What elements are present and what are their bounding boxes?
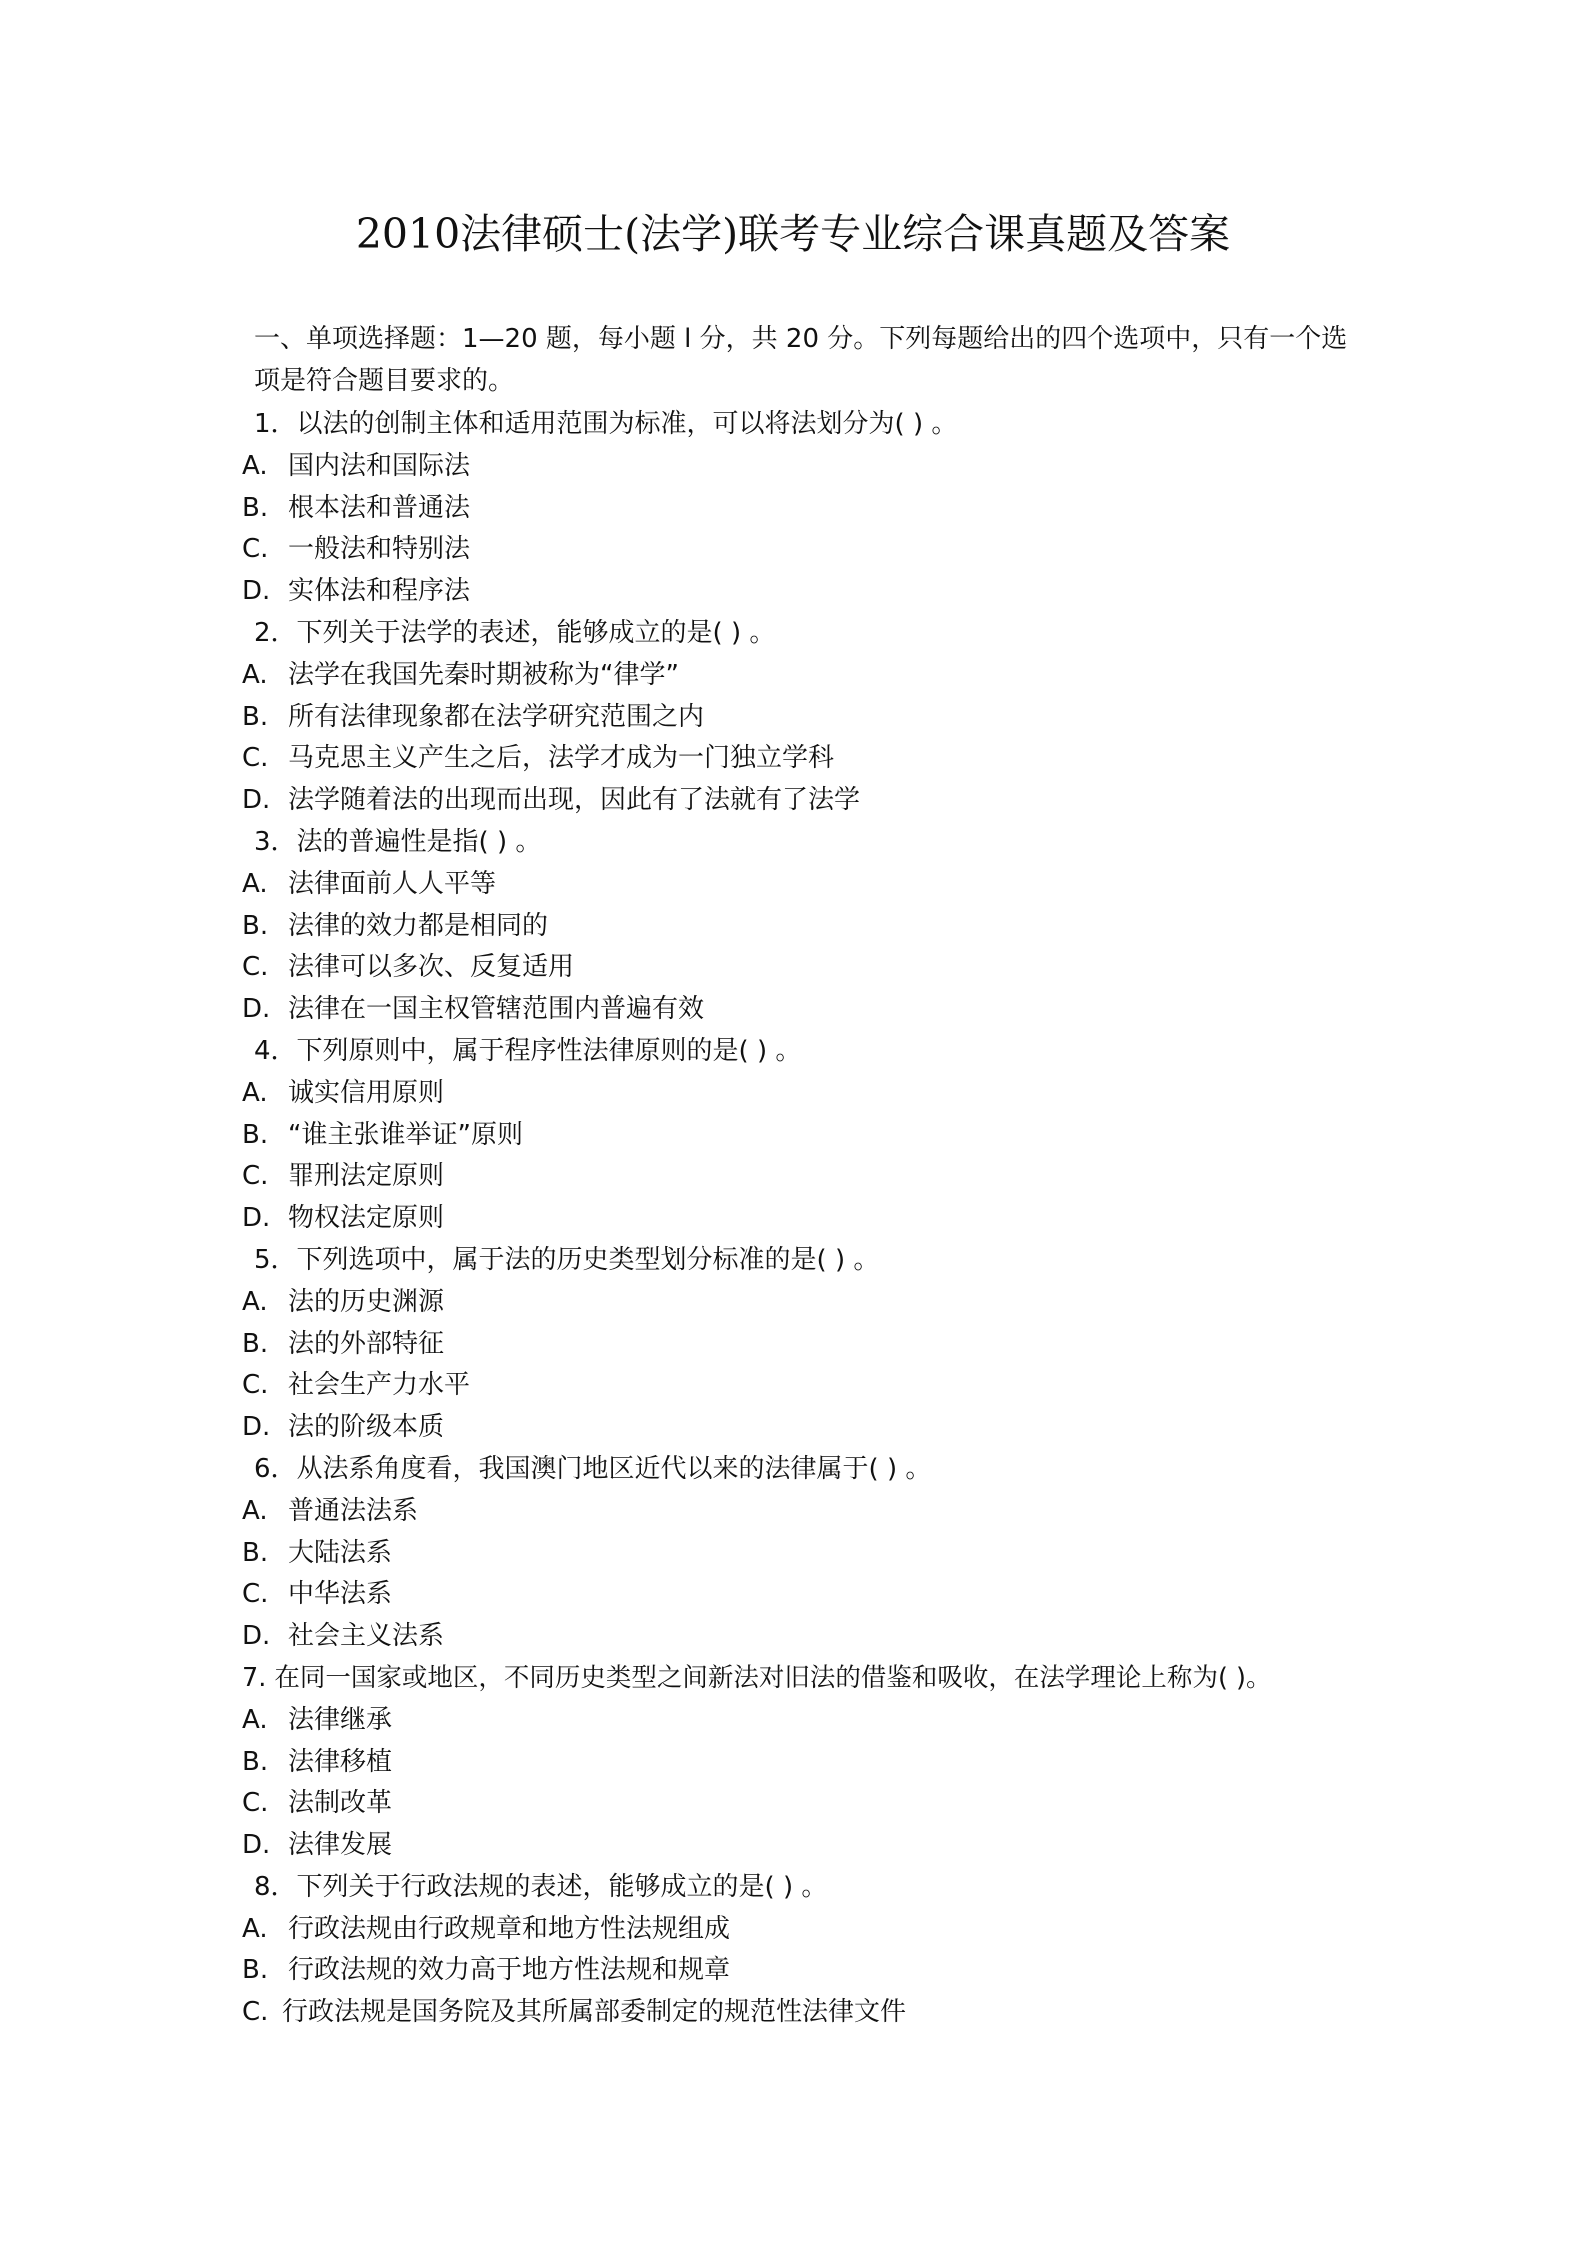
question-stem: 8．下列关于行政法规的表述，能够成立的是( ) 。 [254, 1871, 828, 1902]
option-letter: C. [242, 1370, 269, 1401]
option-text: 法律移植 [288, 1746, 393, 1777]
option-text: “谁主张谁举证”原则 [288, 1119, 523, 1150]
document-title: 2010法律硕士(法学)联考专业综合课真题及答案 [355, 210, 1231, 258]
option-text: 行政法规是国务院及其所属部委制定的规范性法律文件 [282, 1997, 907, 2028]
answer-option [242, 1825, 1392, 1867]
option-text: 国内法和国际法 [288, 450, 471, 481]
option-letter: A. [242, 659, 268, 690]
option-text: 罪刑法定原则 [288, 1161, 445, 1192]
option-letter: D. [242, 1621, 271, 1652]
option-letter: C. [242, 952, 269, 983]
option-letter: D. [242, 1412, 271, 1443]
answer-option [242, 1324, 1392, 1366]
answer-option [242, 1365, 1392, 1407]
option-letter: D. [242, 576, 271, 607]
answer-option [242, 1616, 1392, 1658]
question-stem: 1．以法的创制主体和适用范围为标准，可以将法划分为( ) 。 [254, 409, 958, 439]
option-text: 法律发展 [288, 1830, 393, 1861]
answer-option [242, 1992, 1392, 2034]
option-letter: C. [242, 1579, 269, 1610]
answer-option [242, 1742, 1392, 1784]
option-letter: A. [242, 1495, 268, 1526]
answer-option [242, 1909, 1392, 1951]
question-stem: 4．下列原则中，属于程序性法律原则的是( ) 。 [254, 1035, 802, 1066]
option-text: 根本法和普通法 [288, 492, 471, 523]
answer-option [242, 780, 1392, 822]
option-letter: C. [242, 534, 269, 565]
answer-option [242, 1700, 1392, 1742]
option-letter: B. [242, 910, 269, 941]
question-stem: 6．从法系角度看，我国澳门地区近代以来的法律属于( ) 。 [254, 1453, 932, 1484]
option-letter: A. [242, 868, 268, 899]
option-letter: B. [242, 1955, 269, 1986]
option-text: 法律的效力都是相同的 [288, 910, 549, 941]
option-letter: B. [242, 1328, 269, 1359]
section-intro: 一、单项选择题：1—20 题，每小题 l 分，共 20 分。下列每题给出的四个选项中，只有一个选项是符合题目要求的。 [254, 324, 1348, 396]
answer-option [242, 1950, 1392, 1992]
option-text: 行政法规由行政规章和地方性法规组成 [288, 1913, 731, 1944]
question-stem: 3．法的普遍性是指( ) 。 [254, 826, 542, 857]
option-text: 法律可以多次、反复适用 [288, 952, 575, 983]
option-letter: D. [242, 994, 271, 1025]
answer-option [242, 1115, 1392, 1157]
answer-option [242, 864, 1392, 906]
option-text: 法律面前人人平等 [288, 868, 497, 899]
option-letter: D. [242, 785, 271, 816]
option-text: 中华法系 [288, 1579, 393, 1610]
option-letter: B. [242, 1537, 269, 1568]
option-text: 物权法定原则 [288, 1203, 445, 1234]
option-text: 大陆法系 [288, 1537, 393, 1568]
option-letter: D. [242, 1830, 271, 1861]
question-list [242, 404, 1392, 2034]
answer-option [242, 529, 1392, 571]
answer-option [242, 1156, 1392, 1198]
option-letter: B. [242, 492, 269, 523]
option-text: 法律在一国主权管辖范围内普遍有效 [288, 994, 705, 1025]
answer-option [242, 1407, 1392, 1449]
option-text: 行政法规的效力高于地方性法规和规章 [288, 1955, 731, 1986]
answer-option [242, 906, 1392, 948]
option-text: 法学在我国先秦时期被称为“律学” [288, 659, 679, 690]
answer-option [242, 989, 1392, 1031]
answer-option [242, 1491, 1392, 1533]
option-letter: A. [242, 1077, 268, 1108]
option-text: 法学随着法的出现而出现，因此有了法就有了法学 [288, 785, 861, 816]
option-text: 所有法律现象都在法学研究范围之内 [288, 701, 705, 732]
answer-option [242, 446, 1392, 488]
answer-option [242, 1574, 1392, 1616]
option-letter: D. [242, 1203, 271, 1234]
answer-option [242, 947, 1392, 989]
answer-option [242, 488, 1392, 530]
question-stem: 7. 在同一国家或地区，不同历史类型之间新法对旧法的借鉴和吸收，在法学理论上称为( )。 [242, 1662, 1272, 1693]
option-text: 法的阶级本质 [288, 1412, 445, 1443]
option-text: 马克思主义产生之后，法学才成为一门独立学科 [288, 743, 835, 774]
option-letter: A. [242, 1286, 268, 1317]
option-letter: A. [242, 450, 268, 481]
option-text: 实体法和程序法 [288, 576, 471, 607]
option-text: 法制改革 [288, 1788, 393, 1819]
option-letter: C. [242, 1997, 269, 2028]
answer-option [242, 1198, 1392, 1240]
answer-option [242, 1783, 1392, 1825]
option-letter: A. [242, 1704, 268, 1735]
option-text: 诚实信用原则 [288, 1077, 445, 1108]
option-letter: C. [242, 743, 269, 774]
option-letter: B. [242, 1746, 269, 1777]
question-stem: 2．下列关于法学的表述，能够成立的是( ) 。 [254, 617, 776, 648]
answer-option [242, 738, 1392, 780]
option-letter: C. [242, 1161, 269, 1192]
option-text: 法的外部特征 [288, 1328, 445, 1359]
option-text: 社会主义法系 [288, 1621, 445, 1652]
answer-option [242, 1282, 1392, 1324]
answer-option [242, 1533, 1392, 1575]
question-stem: 5．下列选项中，属于法的历史类型划分标准的是( ) 。 [254, 1244, 880, 1275]
option-letter: B. [242, 701, 269, 732]
answer-option [242, 697, 1392, 739]
answer-option [242, 1073, 1392, 1115]
answer-option [242, 655, 1392, 697]
answer-option [242, 571, 1392, 613]
option-text: 法律继承 [288, 1704, 393, 1735]
option-letter: B. [242, 1119, 269, 1150]
option-text: 普通法法系 [288, 1495, 419, 1526]
option-text: 一般法和特别法 [288, 534, 471, 565]
option-text: 法的历史渊源 [288, 1286, 445, 1317]
option-letter: A. [242, 1913, 268, 1944]
option-text: 社会生产力水平 [288, 1370, 471, 1401]
option-letter: C. [242, 1788, 269, 1819]
